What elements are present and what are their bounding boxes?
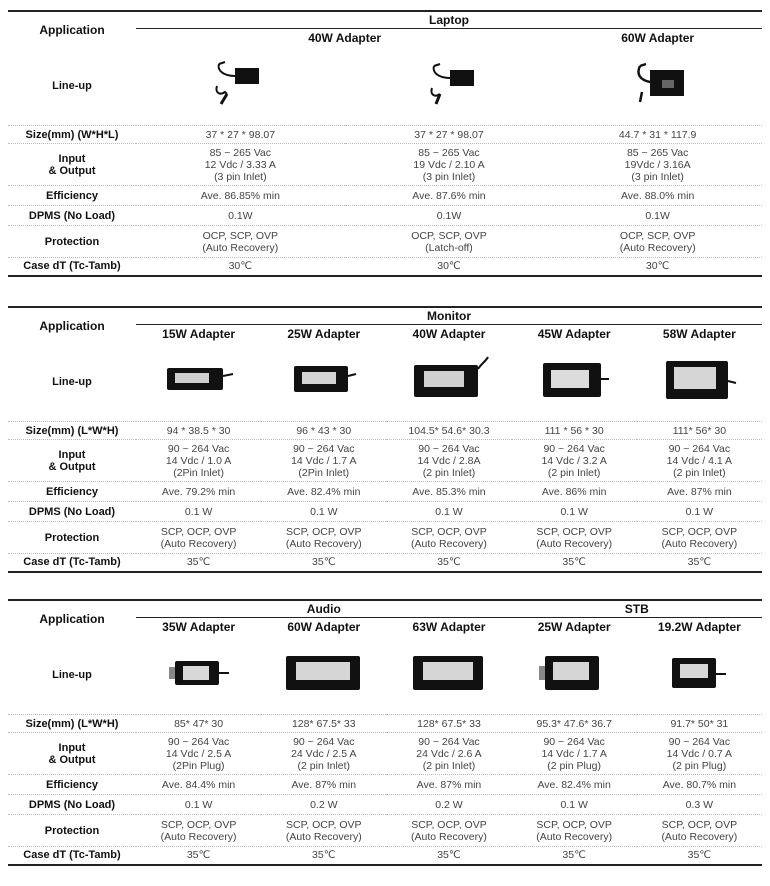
- case-dt-value: 35℃: [637, 554, 762, 572]
- size-value: 104.5* 54.6* 30.3: [386, 422, 511, 440]
- efficiency-value: Ave. 79.2% min: [136, 482, 261, 502]
- group-title-audio: Audio: [306, 602, 341, 616]
- efficiency-value: Ave. 84.4% min: [136, 775, 261, 795]
- io-value: 90 ~ 264 Vac 14 Vdc / 2.8A (2 pin Inlet): [386, 440, 511, 482]
- dpms-value: 0.1 W: [261, 502, 386, 522]
- io-value: 90 ~ 264 Vac 14 Vdc / 1.7 A (2Pin Inlet): [261, 440, 386, 482]
- efficiency-value: Ave. 80.7% min: [637, 775, 762, 795]
- io-value: 85 ~ 265 Vac 12 Vdc / 3.33 A (3 pin Inlet): [136, 144, 345, 186]
- efficiency-value: Ave. 82.4% min: [261, 482, 386, 502]
- case-dt-value: 35℃: [136, 847, 261, 865]
- application-header: Application: [39, 22, 105, 37]
- size-value: 128* 67.5* 33: [261, 715, 386, 733]
- product-photo: [136, 636, 261, 715]
- protection-value: OCP, SCP, OVP (Auto Recovery): [553, 226, 762, 258]
- size-value: 111 * 56 * 30: [512, 422, 637, 440]
- row-label-efficiency: Efficiency: [8, 186, 136, 206]
- io-value: 90 ~ 264 Vac 14 Vdc / 2.5 A (2Pin Plug): [136, 733, 261, 775]
- case-dt-value: 35℃: [386, 847, 511, 865]
- io-value: 90 ~ 264 Vac 24 Vdc / 2.5 A (2 pin Inlet): [261, 733, 386, 775]
- group-title-stb: STB: [624, 602, 649, 616]
- efficiency-value: Ave. 85.3% min: [386, 482, 511, 502]
- size-value: 111* 56* 30: [637, 422, 762, 440]
- product-photo: [261, 343, 386, 422]
- application-header: Application: [39, 611, 105, 626]
- protection-value: SCP, OCP, OVP (Auto Recovery): [386, 522, 511, 554]
- protection-value: SCP, OCP, OVP (Auto Recovery): [512, 522, 637, 554]
- column-header: 25W Adapter: [261, 325, 386, 344]
- dpms-value: 0.1 W: [136, 502, 261, 522]
- efficiency-value: Ave. 87% min: [386, 775, 511, 795]
- case-dt-value: 30℃: [553, 258, 762, 276]
- row-label-size: Size(mm) (W*H*L): [8, 126, 136, 144]
- laptop-spec-table: [8, 10, 762, 277]
- dpms-value: 0.1 W: [637, 502, 762, 522]
- efficiency-value: Ave. 87% min: [261, 775, 386, 795]
- size-value: 91.7* 50* 31: [637, 715, 762, 733]
- column-header: 60W Adapter: [261, 618, 386, 637]
- efficiency-value: Ave. 87% min: [637, 482, 762, 502]
- column-header: 58W Adapter: [637, 325, 762, 344]
- row-label-dpms: DPMS (No Load): [8, 795, 136, 815]
- protection-value: SCP, OCP, OVP (Auto Recovery): [136, 522, 261, 554]
- size-value: 94 * 38.5 * 30: [136, 422, 261, 440]
- io-value: 90 ~ 264 Vac 14 Vdc / 3.2 A (2 pin Inlet): [512, 440, 637, 482]
- monitor-adapter-image: [404, 355, 494, 405]
- case-dt-value: 35℃: [136, 554, 261, 572]
- dpms-value: 0.1 W: [386, 502, 511, 522]
- protection-value: SCP, OCP, OVP (Auto Recovery): [261, 815, 386, 847]
- product-photo: [136, 343, 261, 422]
- io-value: 90 ~ 264 Vac 14 Vdc / 1.7 A (2 pin Plug): [512, 733, 637, 775]
- case-dt-value: 30℃: [345, 258, 554, 276]
- column-header: 25W Adapter: [512, 618, 637, 637]
- protection-value: SCP, OCP, OVP (Auto Recovery): [512, 815, 637, 847]
- io-value: 90 ~ 264 Vac 14 Vdc / 0.7 A (2 pin Plug): [637, 733, 762, 775]
- column-header: 19.2W Adapter: [637, 618, 762, 637]
- stb-adapter-image: [654, 648, 744, 698]
- monitor-adapter-image: [654, 353, 744, 407]
- column-header: 15W Adapter: [136, 325, 261, 344]
- size-value: 37 * 27 * 98.07: [136, 126, 345, 144]
- row-label-size: Size(mm) (L*W*H): [8, 715, 136, 733]
- audio-adapter-image: [401, 648, 497, 698]
- case-dt-value: 35℃: [637, 847, 762, 865]
- io-value: 90 ~ 264 Vac 14 Vdc / 4.1 A (2 pin Inlet): [637, 440, 762, 482]
- product-photo: [637, 343, 762, 422]
- product-photo: [637, 636, 762, 715]
- row-label-protection: Protection: [8, 226, 136, 258]
- monitor-spec-table: [8, 306, 762, 573]
- efficiency-value: Ave. 88.0% min: [553, 186, 762, 206]
- protection-value: SCP, OCP, OVP (Auto Recovery): [386, 815, 511, 847]
- row-label-io: Input & Output: [8, 733, 136, 775]
- size-value: 85* 47* 30: [136, 715, 261, 733]
- audio-adapter-image: [276, 648, 372, 698]
- size-value: 96 * 43 * 30: [261, 422, 386, 440]
- laptop-adapter-image: [618, 54, 698, 114]
- dpms-value: 0.2 W: [386, 795, 511, 815]
- row-label-dpms: DPMS (No Load): [8, 206, 136, 226]
- audio-adapter-image: [159, 651, 239, 695]
- row-label-io: Input & Output: [8, 144, 136, 186]
- dpms-value: 0.1 W: [512, 502, 637, 522]
- io-value: 90 ~ 264 Vac 14 Vdc / 1.0 A (2Pin Inlet): [136, 440, 261, 482]
- row-label-dpms: DPMS (No Load): [8, 502, 136, 522]
- protection-value: OCP, SCP, OVP (Auto Recovery): [136, 226, 345, 258]
- row-label-lineup: Line-up: [8, 636, 136, 715]
- monitor-adapter-image: [159, 360, 239, 400]
- product-photo: [553, 47, 762, 126]
- case-dt-value: 35℃: [261, 847, 386, 865]
- row-label-efficiency: Efficiency: [8, 775, 136, 795]
- case-dt-value: 30℃: [136, 258, 345, 276]
- efficiency-value: Ave. 86% min: [512, 482, 637, 502]
- dpms-value: 0.1W: [136, 206, 345, 226]
- group-title-monitor: Monitor: [427, 309, 471, 323]
- column-header: 45W Adapter: [512, 325, 637, 344]
- group-title-laptop: Laptop: [429, 13, 469, 27]
- row-label-lineup: Line-up: [8, 47, 136, 126]
- row-label-case-dt: Case dT (Tc-Tamb): [8, 554, 136, 572]
- audio-stb-spec-table: [8, 599, 762, 866]
- dpms-value: 0.3 W: [637, 795, 762, 815]
- efficiency-value: Ave. 87.6% min: [345, 186, 554, 206]
- product-photo: [386, 636, 511, 715]
- product-photo: [136, 47, 345, 126]
- monitor-adapter-image: [284, 358, 364, 402]
- efficiency-value: Ave. 86.85% min: [136, 186, 345, 206]
- dpms-value: 0.1W: [553, 206, 762, 226]
- column-header: 40W Adapter: [136, 29, 553, 48]
- protection-value: SCP, OCP, OVP (Auto Recovery): [136, 815, 261, 847]
- product-photo: [345, 47, 554, 126]
- row-label-efficiency: Efficiency: [8, 482, 136, 502]
- dpms-value: 0.1 W: [136, 795, 261, 815]
- protection-value: SCP, OCP, OVP (Auto Recovery): [261, 522, 386, 554]
- row-label-lineup: Line-up: [8, 343, 136, 422]
- product-photo: [512, 343, 637, 422]
- protection-value: OCP, SCP, OVP (Latch-off): [345, 226, 554, 258]
- row-label-protection: Protection: [8, 815, 136, 847]
- io-value: 85 ~ 265 Vac 19Vdc / 3.16A (3 pin Inlet): [553, 144, 762, 186]
- row-label-case-dt: Case dT (Tc-Tamb): [8, 258, 136, 276]
- laptop-adapter-image: [205, 56, 275, 112]
- column-header: 63W Adapter: [386, 618, 511, 637]
- io-value: 85 ~ 265 Vac 19 Vdc / 2.10 A (3 pin Inlet): [345, 144, 554, 186]
- size-value: 37 * 27 * 98.07: [345, 126, 554, 144]
- case-dt-value: 35℃: [512, 554, 637, 572]
- row-label-size: Size(mm) (L*W*H): [8, 422, 136, 440]
- size-value: 44.7 * 31 * 117.9: [553, 126, 762, 144]
- product-photo: [512, 636, 637, 715]
- row-label-case-dt: Case dT (Tc-Tamb): [8, 847, 136, 865]
- product-photo: [386, 343, 511, 422]
- protection-value: SCP, OCP, OVP (Auto Recovery): [637, 815, 762, 847]
- size-value: 95.3* 47.6* 36.7: [512, 715, 637, 733]
- case-dt-value: 35℃: [386, 554, 511, 572]
- laptop-adapter-image: [414, 56, 484, 112]
- case-dt-value: 35℃: [512, 847, 637, 865]
- application-header: Application: [39, 318, 105, 333]
- dpms-value: 0.1W: [345, 206, 554, 226]
- case-dt-value: 35℃: [261, 554, 386, 572]
- protection-value: SCP, OCP, OVP (Auto Recovery): [637, 522, 762, 554]
- monitor-adapter-image: [529, 355, 619, 405]
- column-header: 40W Adapter: [386, 325, 511, 344]
- column-header: 35W Adapter: [136, 618, 261, 637]
- product-photo: [261, 636, 386, 715]
- row-label-protection: Protection: [8, 522, 136, 554]
- dpms-value: 0.1 W: [512, 795, 637, 815]
- dpms-value: 0.2 W: [261, 795, 386, 815]
- size-value: 128* 67.5* 33: [386, 715, 511, 733]
- efficiency-value: Ave. 82.4% min: [512, 775, 637, 795]
- column-header: 60W Adapter: [553, 29, 762, 48]
- row-label-io: Input & Output: [8, 440, 136, 482]
- io-value: 90 ~ 264 Vac 24 Vdc / 2.6 A (2 pin Inlet): [386, 733, 511, 775]
- stb-adapter-image: [529, 648, 619, 698]
